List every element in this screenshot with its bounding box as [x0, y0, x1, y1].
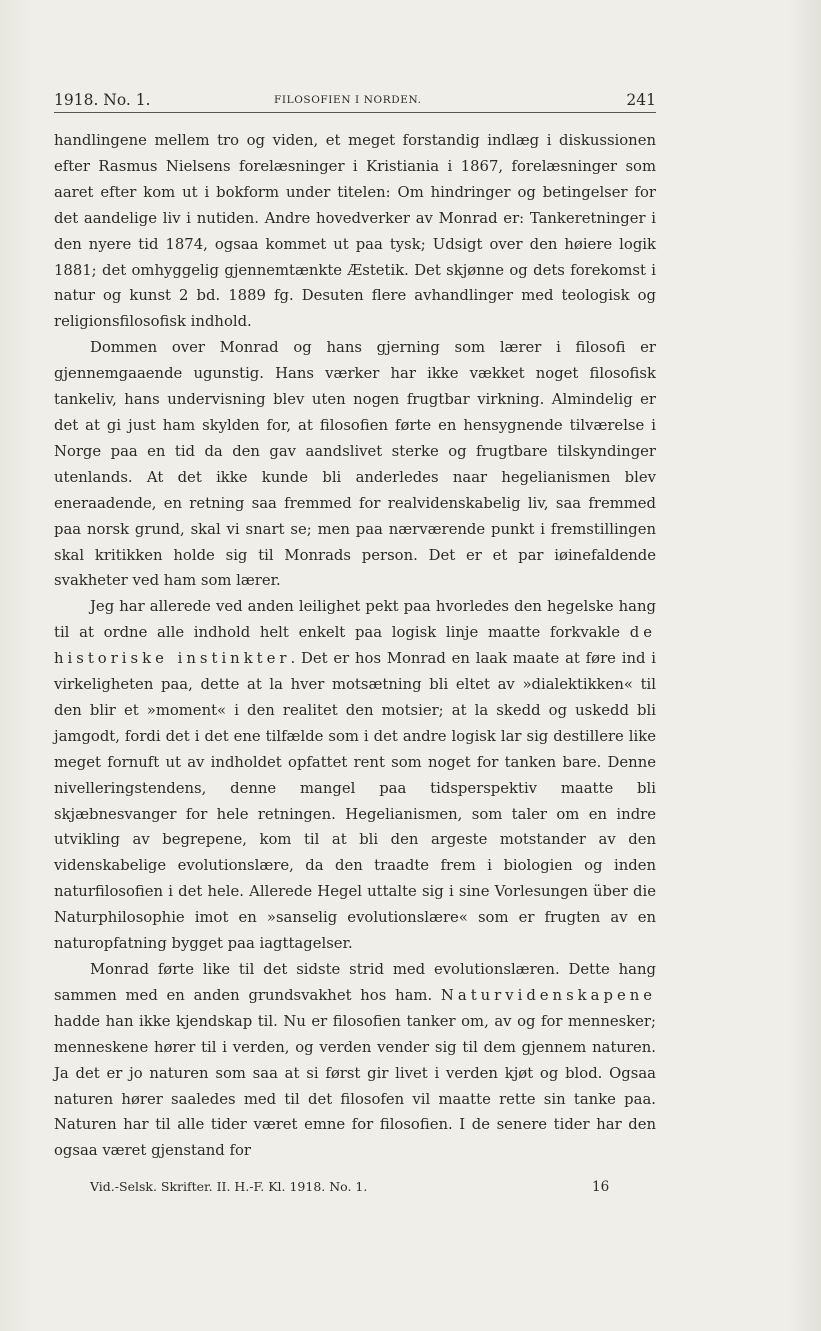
page-number: 241: [626, 91, 656, 109]
paragraph: [54, 594, 656, 957]
text-segment: Monrad førte like til det sidste strid med evolutionslæren. Dette hang sammen med en anden grundsvakhet hos ham.: [54, 961, 656, 1004]
page-footer: [90, 1177, 610, 1197]
body-text: [54, 128, 656, 1164]
text-segment: hadde han ikke kjendskap til. Nu er filosofien tanker om, av og for mennesker; menneskene hører til i verden, og verden vender sig til dem gjennem naturen. Ja det er jo naturen som saa at si først gir livet i verden kjøt og blod. Ogsaa naturen hører saaledes med til det filosofen vil maatte rette sin tanke paa. Naturen har til alle tider været emne for filosofien. I de senere tider har den ogsaa været gjenstand for: [54, 1012, 656, 1160]
paragraph: [54, 128, 656, 335]
text-segment: handlingene mellem tro og viden, et meget forstandig indlæg i diskussionen efter Rasmus Nielsens forelæsninger i Kristiania i 1867, forelæsninger som aaret efter kom ut i bokform under titelen: Om hindringer og betingelser for det aandelige liv i nutiden. Andre hovedverker av Monrad er: Tankeretninger i den nyere tid 1874, ogsaa kommet ut paa tysk; Udsigt over den høiere logik 1881; det omhyggelig gjennemtænkte Æstetik. Det skjønne og dets forekomst i natur og kunst 2 bd. 1889 fg. Desuten flere avhandlinger med teologisk og religionsfilosofisk indhold.: [54, 132, 656, 331]
text-segment: . Det er hos Monrad en laak maate at føre ind i virkeligheten paa, dette at la hver motsætning bli eltet av »dialektikken« til den blir et »moment« i den realitet den motsier; at la skedd og uskedd bli jamgodt, fordi det i det ene tilfælde som i det andre logisk lar sig destillere like meget fornuft ut av indholdet opfattet rent som noget for tanken bare. Denne nivelleringstendens, denne mangel paa tidsperspektiv maatte bli skjæbnesvanger for hele retningen. Hegelianismen, som taler om en indre utvikling av begrepene, kom til at bli den argeste motstander av den videnskabelige evolutionslære, da den traadte frem i biologien og inden naturfilosofien i det hele. Allerede Hegel uttalte sig i sine Vorlesungen über die Naturphilosophie imot en »sanselig evolutionslære« som er frugten av en naturopfatning bygget paa iagttagelser.: [54, 650, 656, 953]
text-segment: Jeg har allerede ved anden leilighet pekt paa hvorledes den hegelske hang til at ordne alle indhold helt enkelt paa logisk linje maatte forkvakle: [54, 598, 656, 642]
paragraph: [54, 957, 656, 1164]
spaced-emphasis: de historiske instinkter: [54, 624, 656, 668]
text-segment: Dommen over Monrad og hans gjerning som lærer i filosofi er gjennemgaaende ugunstig. Hans værker har ikke vækket noget filosofisk tankeliv, hans undervisning blev uten nogen frugtbar virkning. Almindelig er det at gi just ham skylden for, at filosofien førte en hensygnende tilværelse i Norge paa en tid da den gav aandslivet sterke og frugtbare tilskyndinger utenlands. At det ikke kunde bli anderledes naar hegelianismen blev eneraadende, en retning saa fremmed for realvidenskabelig liv, saa fremmed paa norsk grund, skal vi snart se; men paa nærværende punkt i fremstillingen skal kritikken holde sig til Monrads person. Det er et par iøinefaldende svakheter ved ham som lærer.: [54, 339, 656, 590]
printer-signature: Vid.-Selsk. Skrifter. II. H.-F. Kl. 1918. No. 1.: [90, 1179, 368, 1194]
running-header: [54, 88, 656, 113]
header-volume-info: 1918. No. 1.: [54, 91, 151, 109]
spaced-emphasis: Naturvidenskapene: [440, 986, 656, 1004]
sheet-number: 16: [592, 1179, 610, 1195]
paragraph: [54, 335, 656, 594]
header-chapter-title: FILOSOFIEN I NORDEN.: [274, 94, 422, 106]
